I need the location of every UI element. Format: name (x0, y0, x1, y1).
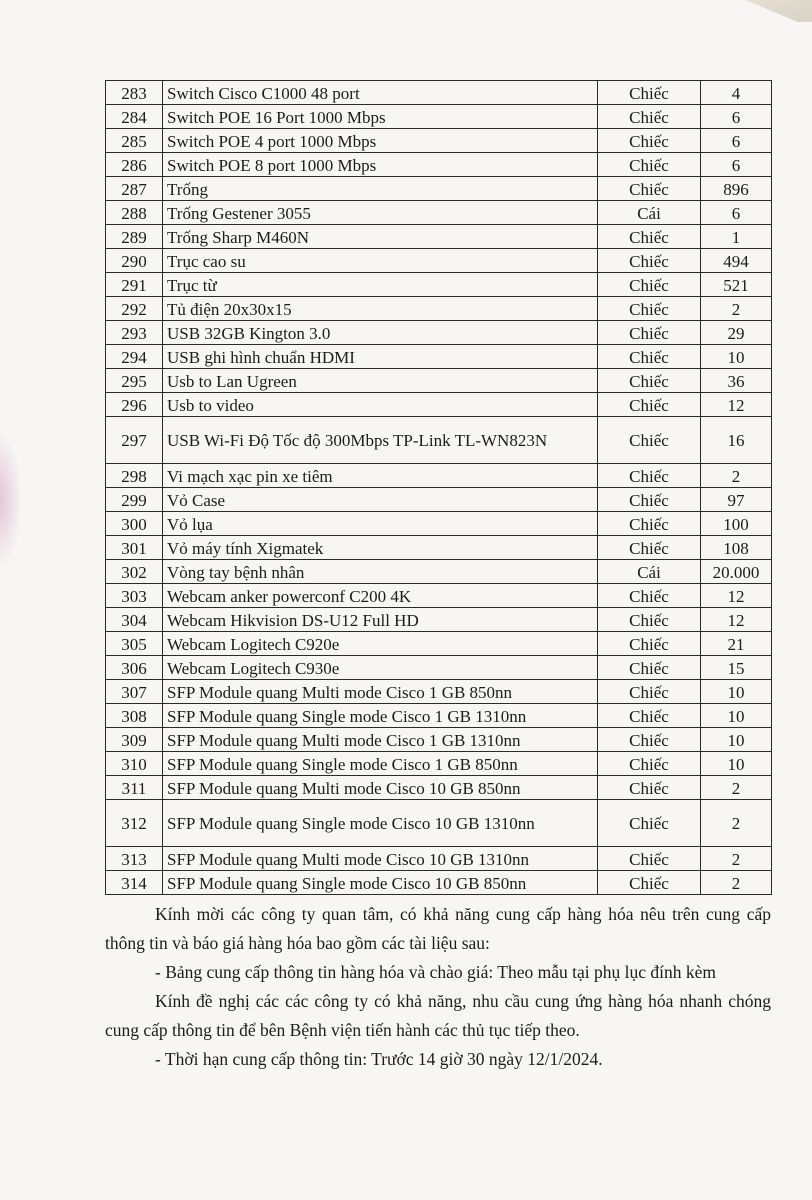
goods-table-body (106, 81, 772, 895)
item-unit: Chiếc (598, 393, 701, 417)
row-number: 308 (106, 704, 163, 728)
table-row (106, 321, 772, 345)
item-name: SFP Module quang Single mode Cisco 10 GB 1310nn (163, 800, 598, 847)
row-number: 285 (106, 129, 163, 153)
row-number: 288 (106, 201, 163, 225)
row-number: 307 (106, 680, 163, 704)
table-row (106, 488, 772, 512)
item-quantity: 15 (701, 656, 772, 680)
invitation-paragraph: Kính mời các công ty quan tâm, có khả năng cung cấp hàng hóa nêu trên cung cấp thông tin và báo giá hàng hóa bao gồm các tài liệu sau: (105, 904, 771, 953)
item-quantity: 4 (701, 81, 772, 105)
table-row (106, 297, 772, 321)
item-unit: Chiếc (598, 105, 701, 129)
item-name: SFP Module quang Multi mode Cisco 1 GB 1310nn (163, 728, 598, 752)
row-number: 305 (106, 632, 163, 656)
item-name: Trục cao su (163, 249, 598, 273)
item-unit: Chiếc (598, 752, 701, 776)
row-number: 300 (106, 512, 163, 536)
deadline-item: - Thời hạn cung cấp thông tin: Trước 14 giờ 30 ngày 12/1/2024. (155, 1049, 603, 1069)
item-unit: Chiếc (598, 129, 701, 153)
row-number: 292 (106, 297, 163, 321)
row-number: 290 (106, 249, 163, 273)
row-number: 301 (106, 536, 163, 560)
item-name: USB Wi-Fi Độ Tốc độ 300Mbps TP-Link TL-WN823N (163, 417, 598, 464)
item-name: Switch POE 8 port 1000 Mbps (163, 153, 598, 177)
row-number: 311 (106, 776, 163, 800)
item-name: Webcam Logitech C920e (163, 632, 598, 656)
item-unit: Chiếc (598, 273, 701, 297)
item-unit: Cái (598, 560, 701, 584)
table-row (106, 656, 772, 680)
item-quantity: 97 (701, 488, 772, 512)
item-quantity: 12 (701, 393, 772, 417)
item-quantity: 2 (701, 297, 772, 321)
row-number: 294 (106, 345, 163, 369)
item-unit: Chiếc (598, 464, 701, 488)
table-row (106, 393, 772, 417)
table-row (106, 728, 772, 752)
item-name: Trục từ (163, 273, 598, 297)
item-unit: Cái (598, 201, 701, 225)
table-row (106, 560, 772, 584)
row-number: 293 (106, 321, 163, 345)
row-number: 284 (106, 105, 163, 129)
item-name: USB ghi hình chuẩn HDMI (163, 345, 598, 369)
item-name: SFP Module quang Single mode Cisco 10 GB 850nn (163, 871, 598, 895)
table-row (106, 847, 772, 871)
table-row (106, 369, 772, 393)
table-row (106, 800, 772, 847)
item-name: SFP Module quang Multi mode Cisco 10 GB 1310nn (163, 847, 598, 871)
item-unit: Chiếc (598, 608, 701, 632)
item-quantity: 494 (701, 249, 772, 273)
table-row (106, 345, 772, 369)
item-unit: Chiếc (598, 417, 701, 464)
item-name: Vỏ máy tính Xigmatek (163, 536, 598, 560)
item-quantity: 100 (701, 512, 772, 536)
request-paragraph: Kính đề nghị các các công ty có khả năng, nhu cầu cung ứng hàng hóa nhanh chóng cung cấp thông tin để bên Bệnh viện tiến hành các thủ tục tiếp theo. (105, 991, 771, 1040)
item-name: Switch POE 4 port 1000 Mbps (163, 129, 598, 153)
item-unit: Chiếc (598, 321, 701, 345)
row-number: 297 (106, 417, 163, 464)
goods-table (105, 80, 772, 895)
item-quantity: 10 (701, 728, 772, 752)
row-number: 312 (106, 800, 163, 847)
item-quantity: 521 (701, 273, 772, 297)
row-number: 295 (106, 369, 163, 393)
item-name: Webcam anker powerconf C200 4K (163, 584, 598, 608)
row-number: 306 (106, 656, 163, 680)
item-quantity: 896 (701, 177, 772, 201)
table-row (106, 584, 772, 608)
table-row (106, 201, 772, 225)
stamp-edge-mark (0, 430, 22, 570)
row-number: 291 (106, 273, 163, 297)
item-unit: Chiếc (598, 776, 701, 800)
item-unit: Chiếc (598, 81, 701, 105)
item-quantity: 10 (701, 752, 772, 776)
item-name: Switch Cisco C1000 48 port (163, 81, 598, 105)
table-row (106, 512, 772, 536)
row-number: 289 (106, 225, 163, 249)
item-name: Vỏ Case (163, 488, 598, 512)
item-unit: Chiếc (598, 153, 701, 177)
item-name: SFP Module quang Multi mode Cisco 1 GB 850nn (163, 680, 598, 704)
item-quantity: 2 (701, 776, 772, 800)
item-unit: Chiếc (598, 297, 701, 321)
item-unit: Chiếc (598, 512, 701, 536)
item-name: Usb to Lan Ugreen (163, 369, 598, 393)
item-quantity: 6 (701, 153, 772, 177)
item-quantity: 1 (701, 225, 772, 249)
item-quantity: 12 (701, 608, 772, 632)
item-unit: Chiếc (598, 800, 701, 847)
row-number: 299 (106, 488, 163, 512)
table-row (106, 153, 772, 177)
row-number: 302 (106, 560, 163, 584)
table-row (106, 536, 772, 560)
table-row (106, 249, 772, 273)
table-row (106, 273, 772, 297)
table-row (106, 464, 772, 488)
item-name: SFP Module quang Multi mode Cisco 10 GB 850nn (163, 776, 598, 800)
closing-text (105, 900, 771, 1074)
item-quantity: 20.000 (701, 560, 772, 584)
item-quantity: 2 (701, 871, 772, 895)
item-quantity: 10 (701, 680, 772, 704)
item-quantity: 2 (701, 464, 772, 488)
item-unit: Chiếc (598, 225, 701, 249)
row-number: 298 (106, 464, 163, 488)
item-quantity: 21 (701, 632, 772, 656)
table-row (106, 704, 772, 728)
item-unit: Chiếc (598, 369, 701, 393)
item-quantity: 10 (701, 345, 772, 369)
item-unit: Chiếc (598, 728, 701, 752)
item-name: Webcam Logitech C930e (163, 656, 598, 680)
row-number: 303 (106, 584, 163, 608)
item-name: USB 32GB Kington 3.0 (163, 321, 598, 345)
item-quantity: 29 (701, 321, 772, 345)
table-row (106, 129, 772, 153)
item-name: SFP Module quang Single mode Cisco 1 GB 850nn (163, 752, 598, 776)
item-quantity: 36 (701, 369, 772, 393)
item-unit: Chiếc (598, 584, 701, 608)
row-number: 283 (106, 81, 163, 105)
row-number: 296 (106, 393, 163, 417)
item-quantity: 6 (701, 129, 772, 153)
row-number: 309 (106, 728, 163, 752)
item-unit: Chiếc (598, 632, 701, 656)
row-number: 286 (106, 153, 163, 177)
item-unit: Chiếc (598, 656, 701, 680)
item-name: Webcam Hikvision DS-U12 Full HD (163, 608, 598, 632)
item-quantity: 108 (701, 536, 772, 560)
item-unit: Chiếc (598, 177, 701, 201)
item-name: Trống Sharp M460N (163, 225, 598, 249)
item-unit: Chiếc (598, 847, 701, 871)
item-quantity: 12 (701, 584, 772, 608)
row-number: 313 (106, 847, 163, 871)
table-row (106, 81, 772, 105)
item-unit: Chiếc (598, 871, 701, 895)
row-number: 287 (106, 177, 163, 201)
row-number: 304 (106, 608, 163, 632)
item-name: Vòng tay bệnh nhân (163, 560, 598, 584)
table-row (106, 871, 772, 895)
item-quantity: 10 (701, 704, 772, 728)
row-number: 314 (106, 871, 163, 895)
document-list-item: - Bảng cung cấp thông tin hàng hóa và chào giá: Theo mẫu tại phụ lục đính kèm (155, 962, 716, 982)
table-row (106, 608, 772, 632)
item-quantity: 2 (701, 800, 772, 847)
item-unit: Chiếc (598, 536, 701, 560)
table-row (106, 417, 772, 464)
row-number: 310 (106, 752, 163, 776)
item-name: Trống Gestener 3055 (163, 201, 598, 225)
item-quantity: 6 (701, 201, 772, 225)
item-name: Usb to video (163, 393, 598, 417)
table-row (106, 105, 772, 129)
item-name: SFP Module quang Single mode Cisco 1 GB 1310nn (163, 704, 598, 728)
item-quantity: 6 (701, 105, 772, 129)
table-row (106, 177, 772, 201)
item-unit: Chiếc (598, 488, 701, 512)
table-row (106, 225, 772, 249)
item-name: Tủ điện 20x30x15 (163, 297, 598, 321)
item-name: Switch POE 16 Port 1000 Mbps (163, 105, 598, 129)
table-row (106, 680, 772, 704)
item-unit: Chiếc (598, 680, 701, 704)
item-unit: Chiếc (598, 249, 701, 273)
item-name: Vỏ lụa (163, 512, 598, 536)
page-corner-fold (717, 0, 812, 22)
item-name: Vi mạch xạc pin xe tiêm (163, 464, 598, 488)
item-name: Trống (163, 177, 598, 201)
item-quantity: 16 (701, 417, 772, 464)
table-row (106, 632, 772, 656)
item-unit: Chiếc (598, 704, 701, 728)
item-unit: Chiếc (598, 345, 701, 369)
table-row (106, 776, 772, 800)
table-row (106, 752, 772, 776)
item-quantity: 2 (701, 847, 772, 871)
